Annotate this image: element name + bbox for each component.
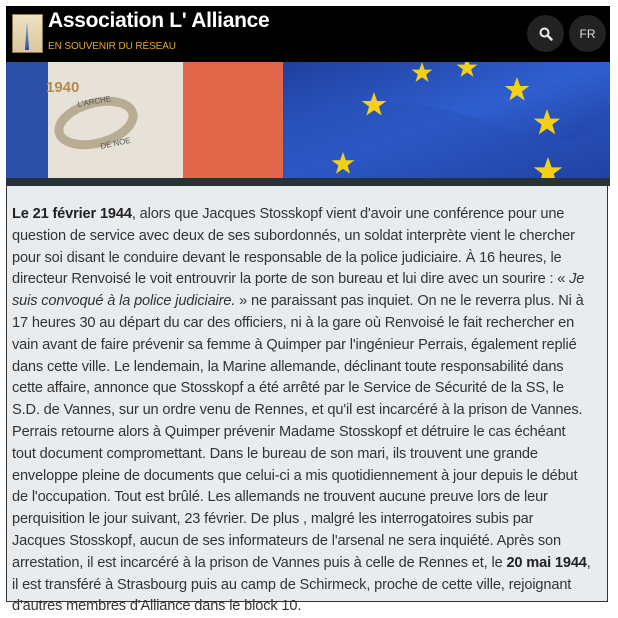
- french-flag: [6, 62, 283, 178]
- article-line: [12, 575, 591, 597]
- flag-text-bottom: DE NOE: [99, 135, 132, 151]
- text-segment: S.D. de Vannes, sur un ordre venu de Rennes, et qu'il est incarcéré à la prison de Vannes.: [12, 402, 583, 419]
- article-line: [12, 248, 591, 270]
- article-line: [12, 466, 591, 488]
- text-segment: » ne paraissant pas inquiet. On ne le reverra plus. Ni à: [235, 293, 584, 310]
- article-line: [12, 269, 591, 291]
- text-segment: arrestation, il est incarcéré à la prison de Vannes puis à celle de Rennes et, le: [12, 554, 507, 571]
- text-segment: directeur Renvoisé le voit entrouvrir la porte de son bureau et lui dire avec un sourire : «: [12, 271, 570, 288]
- article-line: [12, 487, 591, 509]
- text-segment: il est transféré à Strasbourg puis au camp de Schirmeck, proche de cette ville, rejoignant: [12, 576, 572, 593]
- flag-year-text: 1940: [46, 79, 80, 96]
- text-segment: tout document compromettant. Dans le bureau de son mari, ils trouvent une grande: [12, 445, 538, 462]
- text-segment: de l'occupation. Tout est brûlé. Les allemands ne trouvent aucune preuve lors de leur: [12, 489, 548, 506]
- text-segment: pour soi disant le conduire devant le responsable de la police judiciaire. À 16 heures, le: [12, 249, 562, 266]
- bold-date: Le 21 février 1944: [12, 206, 132, 222]
- article-line: [12, 204, 591, 226]
- banner-divider: [6, 178, 610, 186]
- text-segment: Perrais retourne alors à Quimper prévenir Madame Stosskopf et détruire le cas échéant: [12, 423, 566, 440]
- text-segment: vain avant de faire prévenir sa femme à Quimper par l'ingénieur Perrais, également replié: [12, 336, 577, 353]
- article-line: [12, 291, 591, 313]
- text-segment: ,: [586, 554, 591, 571]
- article-line: [12, 422, 591, 444]
- flag-text-top: L'ARCHE: [76, 94, 112, 109]
- search-button[interactable]: [527, 15, 564, 52]
- text-segment: question de service avec deux de ses subordonnés, un soldat interprète vient le chercher: [12, 227, 575, 244]
- article-line: [12, 335, 591, 357]
- text-segment: , alors que Jacques Stosskopf vient d'avoir une conférence pour une: [131, 206, 565, 222]
- article-line: [12, 553, 591, 575]
- article-line: [12, 509, 591, 531]
- article-line: [12, 357, 591, 379]
- bold-date: 20 mai 1944: [506, 554, 587, 571]
- article-line: [12, 596, 591, 618]
- text-segment: dans cette ville. Le lendemain, la Marine allemande, déclinant toute responsabilité dans: [12, 358, 564, 375]
- header-banner-image: [6, 62, 610, 178]
- article-line: [12, 400, 591, 422]
- search-icon: [539, 27, 553, 41]
- site-title[interactable]: Association L' Alliance: [48, 9, 270, 32]
- tower-logo-icon: [25, 23, 29, 50]
- article-content: [6, 186, 608, 615]
- european-flag: [283, 62, 610, 178]
- text-segment: enveloppe pleine de documents que celui-ci a mis quotidiennement à jour depuis le début: [12, 467, 578, 484]
- text-segment: Jacques Stosskopf, aucun de ses informateurs de l'arsenal ne sera inquiété. Après son: [12, 532, 561, 549]
- article-text: [12, 204, 591, 618]
- italic-quote: Je: [569, 271, 585, 288]
- site-logo[interactable]: [12, 14, 43, 53]
- article-line: [12, 313, 591, 335]
- language-button[interactable]: FR: [569, 15, 606, 52]
- article-line: [12, 378, 591, 400]
- site-subtitle: EN SOUVENIR DU RÉSEAU: [48, 41, 176, 52]
- article-line: [12, 444, 591, 466]
- text-segment: perquisition le jour suivant, 23 février. De plus , malgré les interrogatoires subis par: [12, 511, 534, 528]
- article-line: [12, 531, 591, 553]
- text-segment: 17 heures 30 au départ du car des officiers, ni à la gare où Renvoisé le fait rechercher en: [12, 314, 575, 331]
- article-line: [12, 226, 591, 248]
- italic-quote: suis convoqué à la police judiciaire.: [12, 293, 236, 310]
- text-segment: d'autres membres d'Alliance dans le block 10.: [12, 598, 302, 615]
- text-segment: cette affaire, annonce que Stosskopf a été arrêté par le Service de Sécurité de la SS, le: [12, 380, 564, 397]
- site-header: [6, 6, 610, 62]
